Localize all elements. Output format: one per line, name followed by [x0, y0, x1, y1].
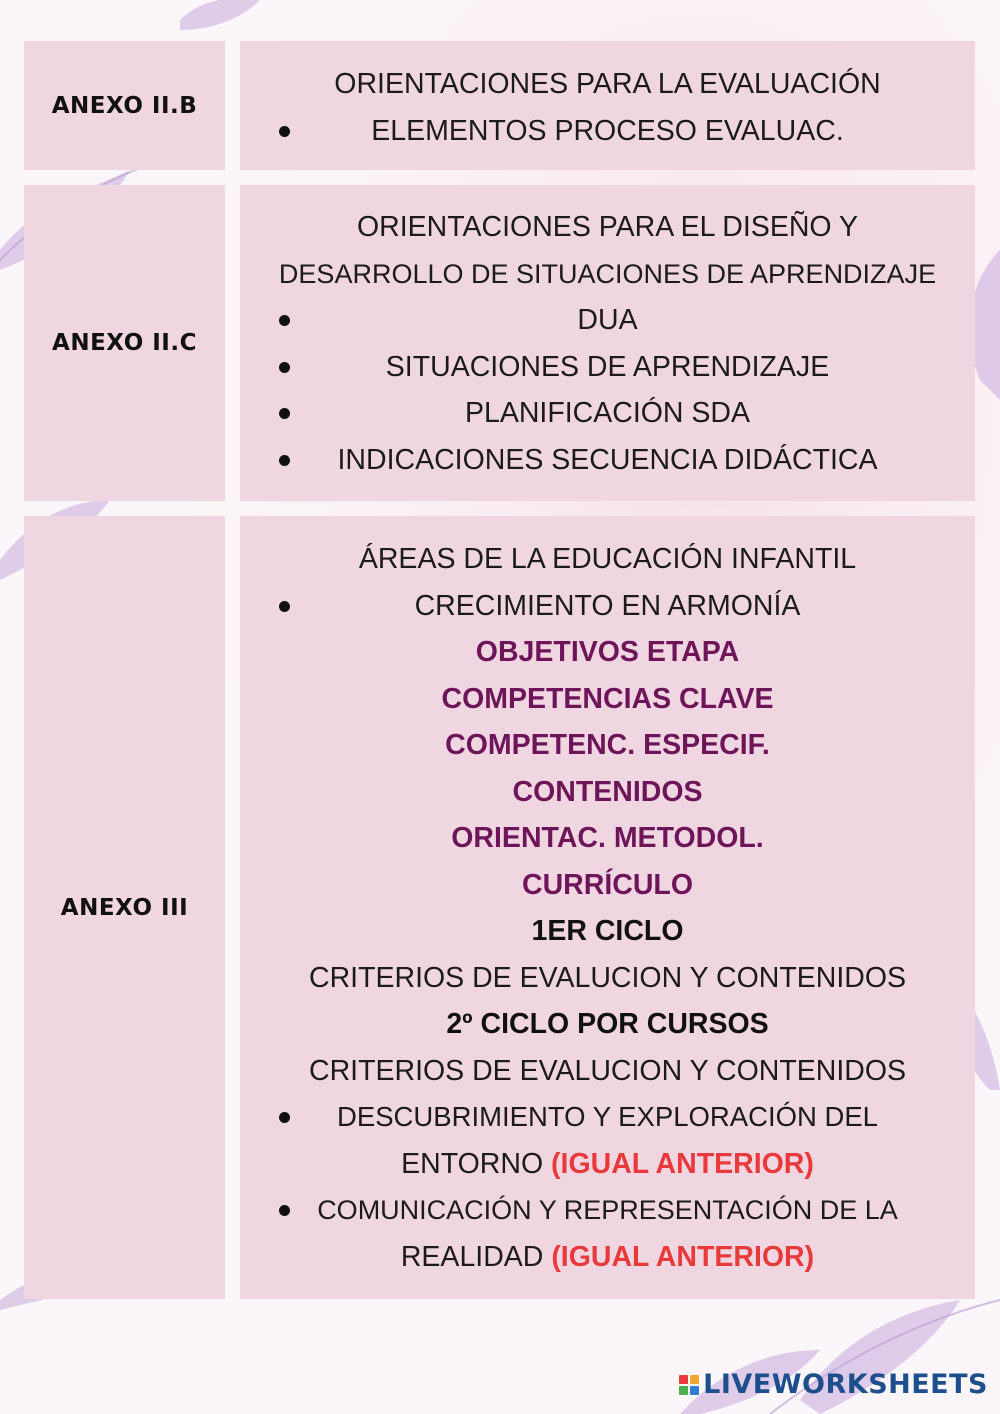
row-label-anexo-iii: [24, 516, 225, 1299]
section-title-line: DESARROLLO DE SITUACIONES DE APRENDIZAJE: [278, 258, 937, 289]
bullet-item: INDICACIONES SECUENCIA DIDÁCTICA: [240, 437, 975, 484]
bullet-dot-icon: [279, 362, 290, 373]
bullet-item: CRECIMIENTO EN ARMONÍA: [240, 583, 975, 630]
section-title: ÁREAS DE LA EDUCACIÓN INFANTIL: [358, 543, 857, 575]
bullet-continuation: ENTORNO (IGUAL ANTERIOR): [401, 1147, 814, 1180]
section-title-line: ORIENTACIONES PARA EL DISEÑO Y: [357, 211, 858, 243]
same-as-previous-note: (IGUAL ANTERIOR): [551, 1240, 815, 1273]
section-title: ORIENTACIONES PARA LA EVALUACIÓN: [334, 68, 881, 100]
row-content-anexo-ii-b: [240, 41, 975, 170]
bullet-continuation: REALIDAD (IGUAL ANTERIOR): [400, 1240, 815, 1273]
purple-item: ORIENTAC. METODOL.: [451, 822, 764, 854]
bullet-item: DESCUBRIMIENTO Y EXPLORACIÓN DEL: [240, 1094, 975, 1141]
bullet-item: COMUNICACIÓN Y REPRESENTACIÓN DE LA: [240, 1187, 975, 1234]
cycle-1-heading: 1ER CICLO: [531, 915, 684, 947]
purple-item: CURRÍCULO: [522, 868, 693, 901]
bullet-dot-icon: [279, 408, 290, 419]
row-content-anexo-ii-c: [240, 185, 975, 501]
liveworksheets-icon: [679, 1375, 699, 1395]
purple-item: OBJETIVOS ETAPA: [475, 636, 740, 668]
liveworksheets-logo: [679, 1369, 988, 1400]
row-content-anexo-iii: [240, 516, 975, 1299]
cycle-2-text: CRITERIOS DE EVALUCION Y CONTENIDOS: [308, 1054, 907, 1087]
same-as-previous-note: (IGUAL ANTERIOR): [551, 1147, 814, 1180]
bullet-item: DUA: [240, 297, 975, 344]
bullet-dot-icon: [279, 455, 290, 466]
row-label-text: ANEXO II.B: [51, 92, 198, 119]
cycle-1-text: CRITERIOS DE EVALUCION Y CONTENIDOS: [308, 961, 907, 994]
watermark-text: LIVEWORKSHEETS: [703, 1369, 988, 1400]
row-label-text: ANEXO III: [60, 894, 189, 921]
bullet-item: ELEMENTOS PROCESO EVALUAC.: [240, 108, 975, 155]
row-label-anexo-ii-c: [24, 185, 225, 501]
row-label-text: ANEXO II.C: [52, 330, 197, 356]
purple-item: COMPETENCIAS CLAVE: [441, 682, 774, 715]
cycle-2-heading: 2º CICLO POR CURSOS: [446, 1008, 769, 1040]
bullet-dot-icon: [279, 315, 290, 326]
bullet-item: SITUACIONES DE APRENDIZAJE: [240, 344, 975, 391]
bullet-item: PLANIFICACIÓN SDA: [240, 390, 975, 437]
bullet-dot-icon: [279, 126, 290, 137]
purple-item: CONTENIDOS: [512, 775, 703, 808]
purple-item: COMPETENC. ESPECIF.: [445, 729, 770, 761]
row-label-anexo-ii-b: [24, 41, 225, 170]
bullet-dot-icon: [279, 601, 290, 612]
bullet-dot-icon: [279, 1205, 290, 1216]
bullet-dot-icon: [279, 1112, 290, 1123]
